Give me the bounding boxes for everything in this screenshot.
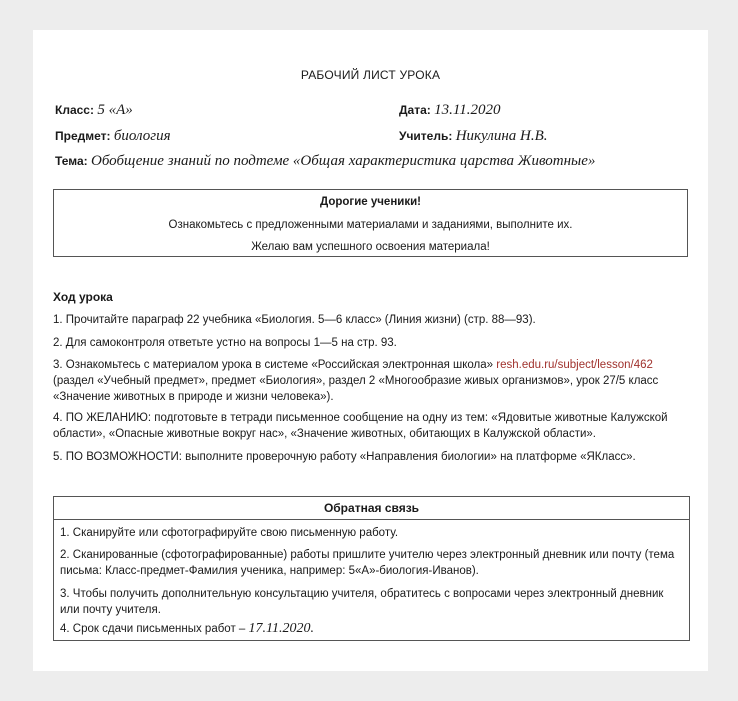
topic-field [55, 153, 595, 170]
feedback-item-4 [60, 621, 686, 637]
course-heading: Ход урока [53, 290, 113, 304]
course-item-5: 5. ПО ВОЗМОЖНОСТИ: выполните проверочную работу «Направления биологии» на платформе «ЯКласс». [53, 451, 636, 463]
date-label: Дата: [399, 103, 431, 117]
course-item-3-rest: (раздел «Учебный предмет», предмет «Биология», раздел 2 «Многообразие живых организмов», урок 27/5 класс «Значение животных в природе и жизни человека»). [53, 375, 659, 403]
feedback-item-3: 3. Чтобы получить дополнительную консультацию учителя, обратитесь с вопросами через электронный дневник или почту учителя. [60, 588, 664, 616]
feedback-box [53, 496, 690, 641]
greeting-box [53, 189, 688, 257]
feedback-heading: Обратная связь [323, 501, 420, 515]
feedback-item-2: 2. Сканированные (сфотографированные) работы пришлите учителю через электронный дневник или почту (тема письма: Класс-предмет-Фамилия ученика, например: 5«А»-биология-Иванов). [60, 549, 675, 577]
feedback-divider [54, 519, 689, 520]
resh-link[interactable]: resh.edu.ru/subject/lesson/462 [496, 359, 653, 371]
topic-label: Тема: [55, 154, 88, 168]
course-item-1: 1. Прочитайте параграф 22 учебника «Биология. 5—6 класс» (Линия жизни) (стр. 88—93). [53, 314, 536, 326]
teacher-label: Учитель: [399, 129, 453, 143]
course-item-3-text: 3. Ознакомьтесь с материалом урока в системе «Российская электронная школа» [53, 359, 497, 371]
teacher-field [399, 128, 548, 145]
feedback-item-1: 1. Сканируйте или сфотографируйте свою письменную работу. [60, 527, 399, 539]
worksheet-page [33, 30, 708, 671]
greeting-line-2: Желаю вам успешного освоения материала! [251, 241, 490, 253]
subject-value: биология [113, 128, 171, 144]
class-label: Класс: [55, 103, 94, 117]
date-value: 13.11.2020 [434, 102, 501, 118]
teacher-value: Никулина Н.В. [455, 128, 548, 144]
course-item-4: 4. ПО ЖЕЛАНИЮ: подготовьте в тетради письменное сообщение на одну из тем: «Ядовитые животные Калужской области», «Опасные животные вокруг нас», «Значение животных, обитающих в Калужской области». [53, 412, 668, 440]
class-value: 5 «А» [97, 102, 133, 118]
page-title: РАБОЧИЙ ЛИСТ УРОКА [300, 68, 441, 82]
course-item-2: 2. Для самоконтроля ответьте устно на вопросы 1—5 на стр. 93. [53, 337, 397, 349]
date-field [399, 102, 501, 119]
class-field [55, 102, 133, 119]
topic-value: Обобщение знаний по подтеме «Общая характеристика царства Животные» [90, 153, 596, 169]
subject-label: Предмет: [55, 129, 111, 143]
subject-field [55, 128, 171, 145]
feedback-item-4-text: 4. Срок сдачи письменных работ – [60, 623, 249, 635]
course-item-3 [53, 357, 693, 405]
deadline-date: 17.11.2020. [248, 621, 314, 636]
greeting-line-1: Ознакомьтесь с предложенными материалами и заданиями, выполните их. [168, 219, 573, 231]
greeting-title: Дорогие ученики! [320, 196, 421, 208]
